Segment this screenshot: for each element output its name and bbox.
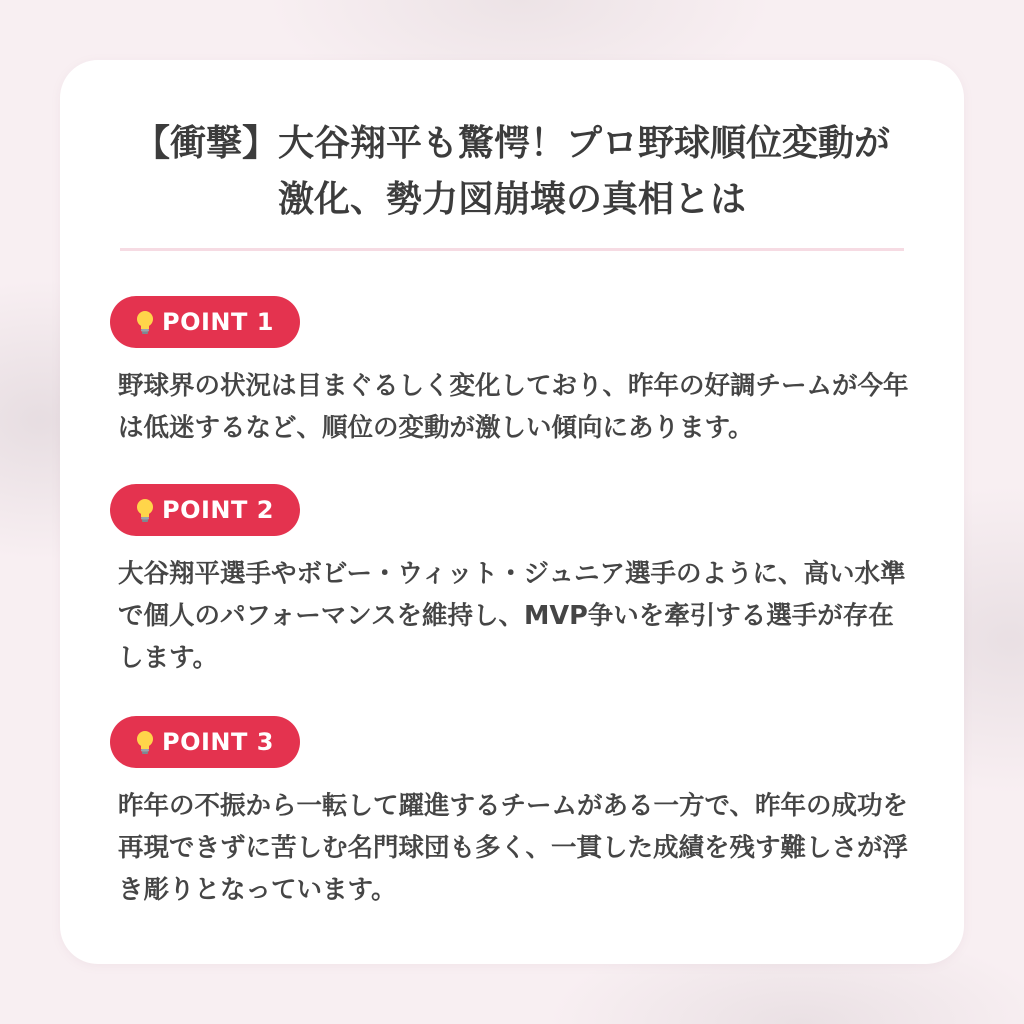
lightbulb-icon [132,728,158,756]
point-1-text: 野球界の状況は目まぐるしく変化しており、昨年の好調チームが今年は低迷するなど、順位の変動が激しい傾向にあります。 [118,371,909,443]
point-1-badge [110,296,300,348]
point-2-label: POINT 2 [162,496,274,524]
page-title: 【衝撃】大谷翔平も驚愕！プロ野球順位変動が激化、勢力図崩壊の真相とは [133,123,890,220]
point-3-badge [110,716,300,768]
point-2-badge [110,484,300,536]
content-card [60,60,964,964]
lightbulb-icon [132,308,158,336]
point-1-label: POINT 1 [162,308,274,336]
point-3-text: 昨年の不振から一転して躍進するチームがある一方で、昨年の成功を再現できずに苦しむ名門球団も多く、一貫した成績を残す難しさが浮き彫りとなっています。 [118,791,908,905]
title-divider [120,248,904,251]
lightbulb-icon [132,496,158,524]
point-3-label: POINT 3 [162,728,274,756]
point-2-text: 大谷翔平選手やボビー・ウィット・ジュニア選手のように、高い水準で個人のパフォーマンスを維持し、MVP争いを牽引する選手が存在します。 [118,559,906,673]
